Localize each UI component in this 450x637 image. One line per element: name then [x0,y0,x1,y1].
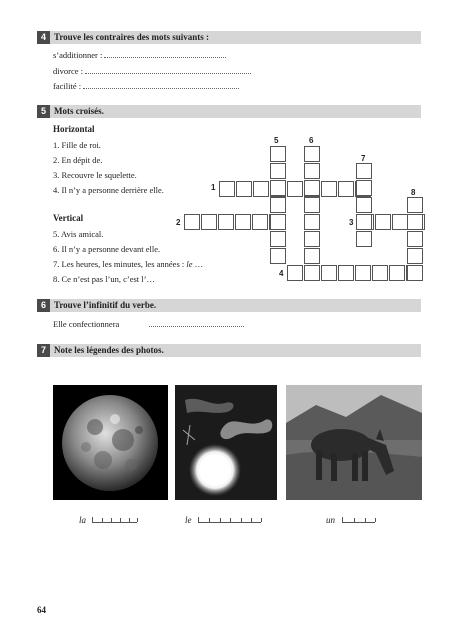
crossword-cell[interactable] [407,231,423,247]
antonym-item-2: divorce : [53,66,251,77]
caption-1-article: la [79,515,87,525]
crossword-cell[interactable] [321,265,337,281]
crossword-cell[interactable] [304,163,320,179]
section-4-header [37,31,421,44]
crossword-cell[interactable] [304,248,320,264]
clue-h4: 4. Il n’y a personne derrière elle. [53,185,164,195]
crossword-cell[interactable] [235,214,251,230]
donkey-photo [286,385,422,500]
letter-boxes-1[interactable] [92,517,137,523]
clue-v5: 5. Avis amical. [53,229,104,239]
crossword-cell[interactable] [356,231,372,247]
answer-blank[interactable] [149,319,244,327]
vertical-heading: Vertical [53,213,84,223]
crossword-cell[interactable] [287,265,303,281]
crossword-cell[interactable] [201,214,217,230]
sun-photo [175,385,277,500]
crossword-cell[interactable] [184,214,200,230]
crossword-cell[interactable] [372,265,388,281]
crossword-cell[interactable] [304,231,320,247]
crossword-cell[interactable] [219,181,235,197]
crossword-cell[interactable] [338,181,354,197]
crossword-cell[interactable] [338,265,354,281]
section-7-header [37,344,421,357]
crossword-cell[interactable] [407,248,423,264]
clue-h3: 3. Recouvre le squelette. [53,170,137,180]
grid-number-2: 2 [176,218,181,227]
grid-number-6: 6 [309,136,314,145]
crossword-cell[interactable] [253,181,269,197]
page-number: 64 [37,605,46,615]
grid-number-4: 4 [279,269,284,278]
crossword-cell[interactable] [356,180,372,196]
section-number: 5 [37,105,50,118]
section-title: Note les légendes des photos. [54,345,164,355]
clue-v8: 8. Ce n’est pas l’un, c’est l’… [53,274,155,284]
section-number: 6 [37,299,50,312]
section-title: Trouve l’infinitif du verbe. [54,300,157,310]
answer-blank[interactable] [85,66,251,74]
crossword-cell[interactable] [270,197,286,213]
clue-v7: 7. Les heures, les minutes, les années : le … [53,259,204,269]
answer-blank[interactable] [83,81,239,89]
crossword-cell[interactable] [287,181,303,197]
crossword-cell[interactable] [304,214,320,230]
letter-boxes-3[interactable] [342,517,375,523]
clue-v6: 6. Il n’y a personne devant elle. [53,244,161,254]
clue-h1: 1. Fille de roi. [53,140,101,150]
crossword-cell[interactable] [270,248,286,264]
section-number: 7 [37,344,50,357]
crossword-cell[interactable] [270,180,286,196]
infinitive-item: Elle confectionnera [53,319,244,330]
crossword-cell[interactable] [407,265,423,281]
crossword-cell[interactable] [321,181,337,197]
crossword-cell[interactable] [392,214,408,230]
crossword-cell[interactable] [356,197,372,213]
crossword-cell[interactable] [270,163,286,179]
section-title: Mots croisés. [54,106,104,116]
crossword-cell[interactable] [375,214,391,230]
antonym-item-1: s’additionner : [53,50,226,61]
crossword-cell[interactable] [355,265,371,281]
section-6-header [37,299,421,312]
crossword-cell[interactable] [252,214,268,230]
crossword-cell[interactable] [356,163,372,179]
crossword-cell[interactable] [218,214,234,230]
letter-boxes-2[interactable] [198,517,261,523]
crossword-cell[interactable] [270,146,286,162]
caption-2-article: le [185,515,192,525]
crossword-cell[interactable] [407,214,423,230]
section-title: Trouve les contraires des mots suivants : [54,32,209,42]
answer-blank[interactable] [104,50,226,58]
crossword-cell[interactable] [270,214,286,230]
grid-number-3: 3 [349,218,354,227]
grid-number-7: 7 [361,154,366,163]
crossword-cell[interactable] [236,181,252,197]
section-number: 4 [37,31,50,44]
crossword-cell[interactable] [304,265,320,281]
clue-h2: 2. En dépit de. [53,155,103,165]
crossword-cell[interactable] [407,197,423,213]
crossword-cell[interactable] [304,180,320,196]
grid-number-5: 5 [274,136,279,145]
crossword-cell[interactable] [304,146,320,162]
grid-number-1: 1 [211,183,216,192]
horizontal-heading: Horizontal [53,124,95,134]
crossword-cell[interactable] [304,197,320,213]
crossword-cell[interactable] [389,265,405,281]
caption-3-article: un [326,515,335,525]
moon-photo [53,385,168,500]
section-5-header [37,105,421,118]
crossword-cell[interactable] [356,214,372,230]
crossword-cell[interactable] [270,231,286,247]
antonym-item-3: facilité : [53,81,239,92]
grid-number-8: 8 [411,188,416,197]
